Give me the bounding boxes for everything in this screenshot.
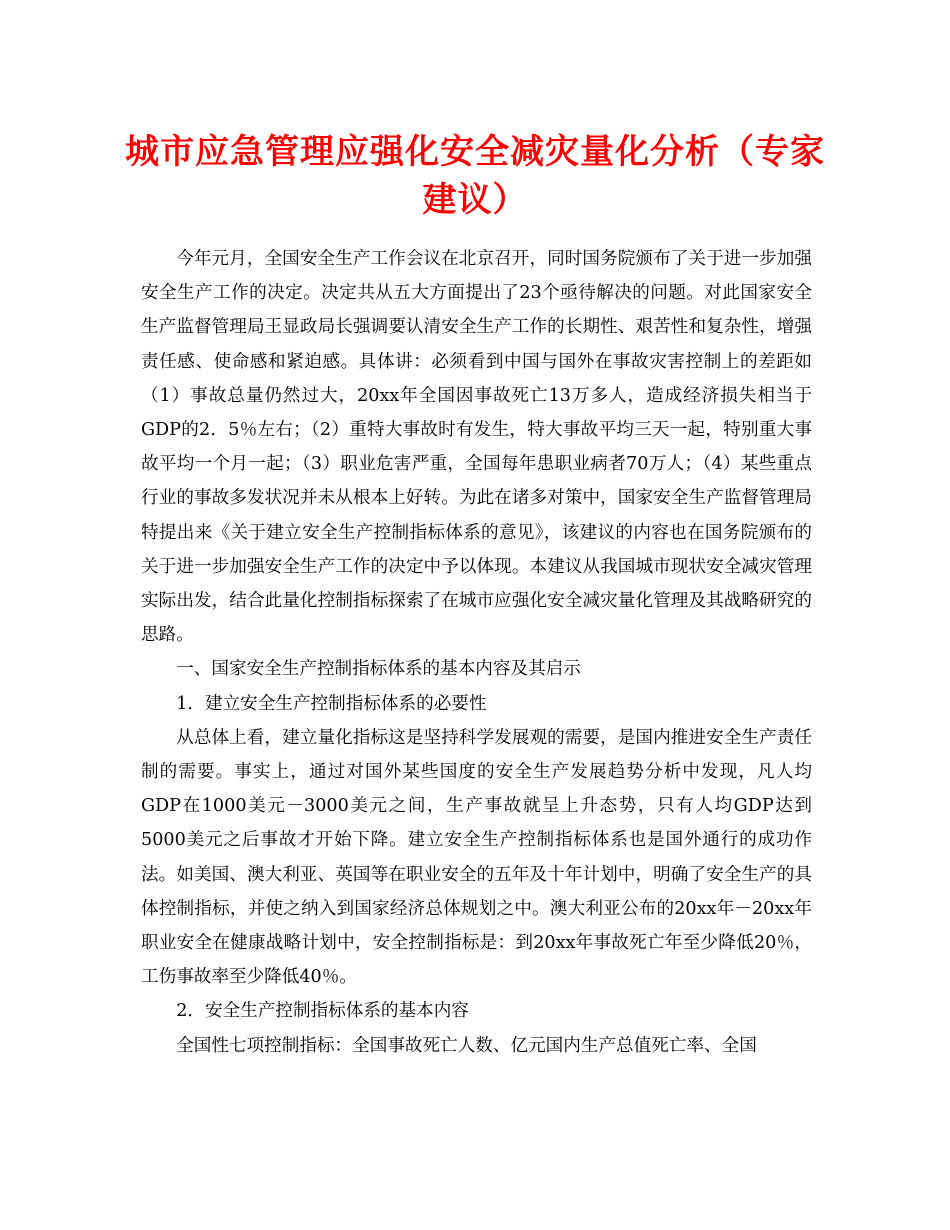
body-paragraph-indicators: 全国性七项控制指标：全国事故死亡人数、亿元国内生产总值死亡率、全国 [176,1035,757,1056]
subsection-heading-1: 1．建立安全生产控制指标体系的必要性 [176,693,487,714]
document-title: 城市应急管理应强化安全减灾量化分析（专家建议） [125,132,825,220]
section-heading-1: 一、国家安全生产控制指标体系的基本内容及其启示 [176,659,581,680]
body-paragraph-necessity: 从总体上看，建立量化指标这是坚持科学发展观的需要，是国内推进安全生产责任制的需要。事实上，通过对国外某些国度的安全生产发展趋势分析中发现，凡人均GDP在1000美元－3000美元之间，生产事故就呈上升态势，只有人均GDP达到5000美元之后事故才开始下降。建立安全生产控制指标体系也是国外通行的成功作法。如美国、澳大利亚、英国等在职业安全的五年及十年计划中，明确了安全生产的具体控制指标，并使之纳入到国家经济总体规划之中。澳大利亚公布的20xx年－20xx年职业安全在健康战略计划中，安全控制指标是：到20xx年事故死亡年至少降低20％，工伤事故率至少降低40％。 [141,727,812,988]
document-body [141,242,812,1063]
body-paragraph-intro: 今年元月，全国安全生产工作会议在北京召开，同时国务院颁布了关于进一步加强安全生产工作的决定。决定共从五大方面提出了23个亟待解决的问题。对此国家安全生产监督管理局王显政局长强调要认清安全生产工作的长期性、艰苦性和复杂性，增强责任感、使命感和紧迫感。具体讲：必须看到中国与国外在事故灾害控制上的差距如（1）事故总量仍然过大，20xx年全国因事故死亡13万多人，造成经济损失相当于GDP的2．5％左右；（2）重特大事故时有发生，特大事故平均三天一起，特别重大事故平均一个月一起；（3）职业危害严重，全国每年患职业病者70万人；（4）某些重点行业的事故多发状况并未从根本上好转。为此在诸多对策中，国家安全生产监督管理局特提出来《关于建立安全生产控制指标体系的意见》，该建议的内容也在国务院颁布的关于进一步加强安全生产工作的决定中予以体现。本建议从我国城市现状安全减灾管理实际出发，结合此量化控制指标探索了在城市应强化安全减灾量化管理及其战略研究的思路。 [141,249,812,646]
subsection-heading-2: 2．安全生产控制指标体系的基本内容 [176,1001,469,1022]
